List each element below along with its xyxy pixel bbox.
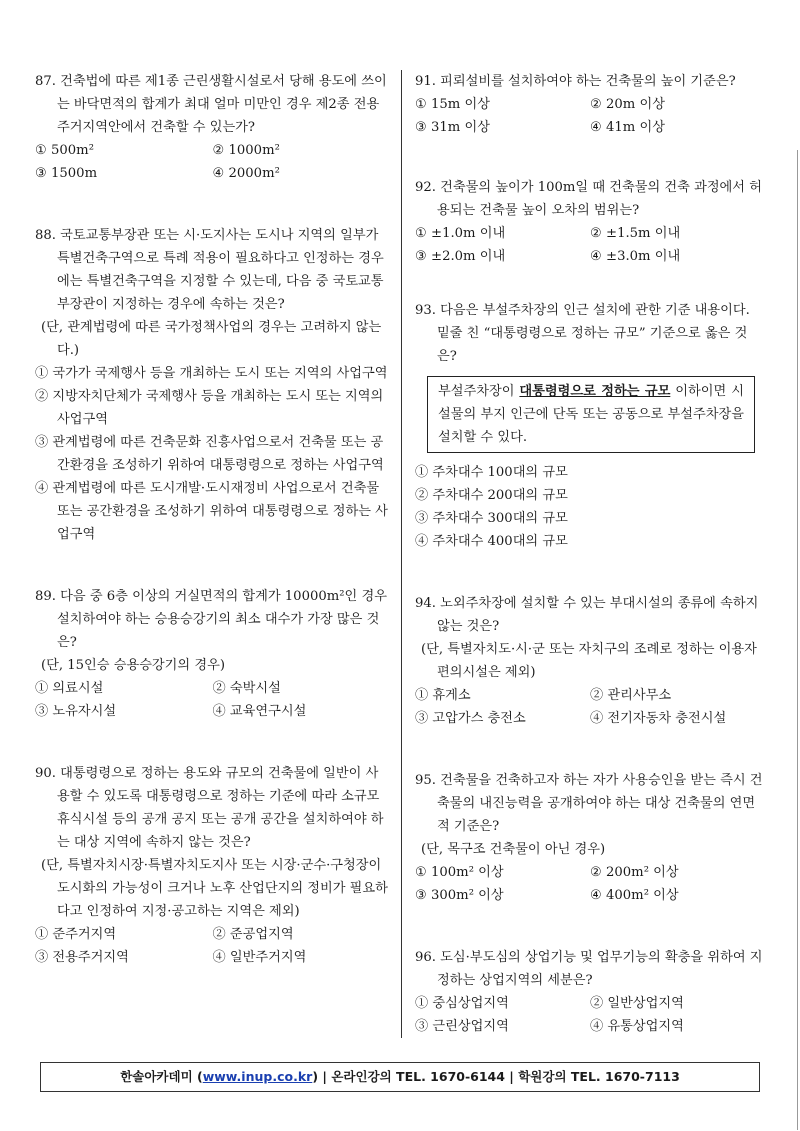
option-3[interactable]: ③ 주차대수 300대의 규모 — [415, 511, 568, 526]
left-column — [35, 70, 390, 969]
question-stem: 92. 건축물의 높이가 100m일 때 건축물의 건축 과정에서 허용되는 건축물 높이 오차의 범위는? — [415, 180, 762, 218]
footer-online-phone: 온라인강의 TEL. 1670-6144 — [331, 1069, 505, 1084]
option-2[interactable]: ② 200m² 이상 — [590, 865, 679, 880]
regulation-box — [427, 376, 755, 453]
box-text-after: 이하이면 시설물의 부지 인근에 단독 또는 공동으로 부설주차장을 설치할 수 있다. — [438, 384, 744, 445]
question-stem: 90. 대통령령으로 정하는 용도와 규모의 건축물에 일반이 사용할 수 있도록 대통령령으로 정하는 기준에 따라 소규모 휴식시설 등의 공개 공지 또는 공개 공간을 설치하여야 하는 대상 지역에 속하지 않는 것은? — [35, 766, 384, 850]
option-4[interactable]: ④ 41m 이상 — [590, 120, 665, 135]
question-stem: 87. 건축법에 따른 제1종 근린생활시설로서 당해 용도에 쓰이는 바닥면적의 합계가 최대 얼마 미만인 경우 제2종 전용주거지역안에서 건축할 수 있는가? — [35, 74, 387, 135]
question-condition: (단, 관계법령에 따른 국가정책사업의 경우는 고려하지 않는다.) — [41, 320, 382, 358]
question-condition: (단, 목구조 건축물이 아닌 경우) — [421, 842, 606, 857]
question-90 — [35, 762, 390, 969]
question-stem: 89. 다음 중 6층 이상의 거실면적의 합계가 10000m²인 경우 설치하여야 하는 승용승강기의 최소 대수가 가장 많은 것은? — [35, 589, 387, 650]
question-condition: (단, 15인승 승용승강기의 경우) — [41, 658, 225, 673]
option-1[interactable]: ① 준주거지역 — [35, 927, 117, 942]
option-4[interactable]: ④ 2000m² — [212, 166, 280, 181]
footer-separator: | — [504, 1069, 519, 1084]
question-stem: 91. 피뢰설비를 설치하여야 하는 건축물의 높이 기준은? — [415, 74, 736, 89]
option-1[interactable]: ① 국가가 국제행사 등을 개최하는 도시 또는 지역의 사업구역 — [35, 366, 388, 381]
question-stem: 94. 노외주차장에 설치할 수 있는 부대시설의 종류에 속하지 않는 것은? — [415, 596, 759, 634]
question-89 — [35, 585, 390, 723]
option-1[interactable]: ① 의료시설 — [35, 681, 104, 696]
option-list — [35, 362, 390, 546]
option-list — [415, 461, 765, 553]
option-grid — [415, 861, 765, 907]
option-3[interactable]: ③ ±2.0m 이내 — [415, 249, 506, 264]
option-3[interactable]: ③ 300m² 이상 — [415, 888, 504, 903]
option-1[interactable]: ① 주차대수 100대의 규모 — [415, 465, 568, 480]
option-2[interactable]: ② 1000m² — [212, 143, 280, 158]
option-grid — [35, 139, 390, 185]
option-4[interactable]: ④ ±3.0m 이내 — [590, 249, 681, 264]
option-2[interactable]: ② 준공업지역 — [212, 927, 294, 942]
option-grid — [415, 93, 765, 139]
option-1[interactable]: ① ±1.0m 이내 — [415, 226, 506, 241]
option-3[interactable]: ③ 노유자시설 — [35, 704, 117, 719]
option-4[interactable]: ④ 관계법령에 따른 도시개발·도시재정비 사업으로서 건축물 또는 공간환경을 조성하기 위하여 대통령령으로 정하는 사업구역 — [35, 481, 388, 542]
footer-bar — [40, 1062, 760, 1092]
question-94 — [415, 592, 765, 730]
option-grid — [35, 923, 390, 969]
footer-separator: | — [318, 1069, 332, 1084]
option-2[interactable]: ② 숙박시설 — [212, 681, 281, 696]
question-87 — [35, 70, 390, 185]
option-3[interactable]: ③ 관계법령에 따른 건축문화 진흥사업으로서 건축물 또는 공간환경을 조성하기 위하여 대통령령으로 정하는 사업구역 — [35, 435, 384, 473]
option-4[interactable]: ④ 전기자동차 충전시설 — [590, 711, 727, 726]
option-4[interactable]: ④ 400m² 이상 — [590, 888, 679, 903]
column-divider — [401, 70, 402, 1038]
question-stem: 96. 도심·부도심의 상업기능 및 업무기능의 확충을 위하여 지정하는 상업지역의 세분은? — [415, 950, 763, 988]
question-91 — [415, 70, 765, 139]
footer-website-link[interactable]: www.inup.co.kr — [202, 1069, 313, 1084]
option-grid — [415, 992, 765, 1038]
option-1[interactable]: ① 500m² — [35, 143, 94, 158]
option-2[interactable]: ② ±1.5m 이내 — [590, 226, 681, 241]
option-grid — [415, 684, 765, 730]
option-3[interactable]: ③ 고압가스 충전소 — [415, 711, 526, 726]
option-3[interactable]: ③ 31m 이상 — [415, 120, 490, 135]
option-4[interactable]: ④ 주차대수 400대의 규모 — [415, 534, 568, 549]
option-3[interactable]: ③ 근린상업지역 — [415, 1019, 509, 1034]
option-3[interactable]: ③ 전용주거지역 — [35, 950, 129, 965]
option-4[interactable]: ④ 교육연구시설 — [212, 704, 307, 719]
question-condition: (단, 특별자치도·시·군 또는 자치구의 조례로 정하는 이용자 편의시설은 제외) — [421, 642, 757, 680]
option-2[interactable]: ② 관리사무소 — [590, 688, 672, 703]
footer-brand: 한솔아카데미 ( — [120, 1069, 203, 1084]
question-stem: 93. 다음은 부설주차장의 인근 설치에 관한 기준 내용이다. 밑줄 친 “대통령령으로 정하는 규모” 기준으로 옳은 것은? — [415, 303, 750, 364]
option-4[interactable]: ④ 유통상업지역 — [590, 1019, 684, 1034]
question-93 — [415, 299, 765, 553]
option-grid — [35, 677, 390, 723]
option-2[interactable]: ② 주차대수 200대의 규모 — [415, 488, 568, 503]
option-grid — [415, 222, 765, 268]
question-88 — [35, 224, 390, 546]
question-stem: 95. 건축물을 건축하고자 하는 자가 사용승인을 받는 즉시 건축물의 내진능력을 공개하여야 하는 대상 건축물의 연면적 기준은? — [415, 773, 763, 834]
option-4[interactable]: ④ 일반주거지역 — [212, 950, 307, 965]
question-condition: (단, 특별자치시장·특별자치도지사 또는 시장·군수·구청장이 도시화의 가능성이 크거나 노후 산업단지의 정비가 필요하다고 인정하여 지정·공고하는 지역은 제외) — [41, 858, 388, 919]
question-92 — [415, 176, 765, 268]
option-1[interactable]: ① 15m 이상 — [415, 97, 490, 112]
option-3[interactable]: ③ 1500m — [35, 166, 98, 181]
box-underlined-term: 대통령령으로 정하는 규모 — [519, 384, 671, 399]
footer-offline-phone: 학원강의 TEL. 1670-7113 — [518, 1069, 680, 1084]
box-text-before: 부설주차장이 — [438, 384, 520, 399]
question-95 — [415, 769, 765, 907]
option-1[interactable]: ① 100m² 이상 — [415, 865, 504, 880]
option-2[interactable]: ② 일반상업지역 — [590, 996, 684, 1011]
option-1[interactable]: ① 휴게소 — [415, 688, 471, 703]
option-2[interactable]: ② 20m 이상 — [590, 97, 665, 112]
right-column — [415, 70, 765, 1038]
option-1[interactable]: ① 중심상업지역 — [415, 996, 509, 1011]
question-96 — [415, 946, 765, 1038]
question-stem: 88. 국토교통부장관 또는 시·도지사는 도시나 지역의 일부가 특별건축구역으로 특례 적용이 필요하다고 인정하는 경우에는 특별건축구역을 지정할 수 있는데, 다음 중 국토교통부장관이 지정하는 경우에 속하는 것은? — [35, 228, 384, 312]
footer-brand-close: ) — [312, 1069, 319, 1084]
option-2[interactable]: ② 지방자치단체가 국제행사 등을 개최하는 도시 또는 지역의 사업구역 — [35, 389, 384, 427]
page-edge-line — [797, 150, 798, 1130]
